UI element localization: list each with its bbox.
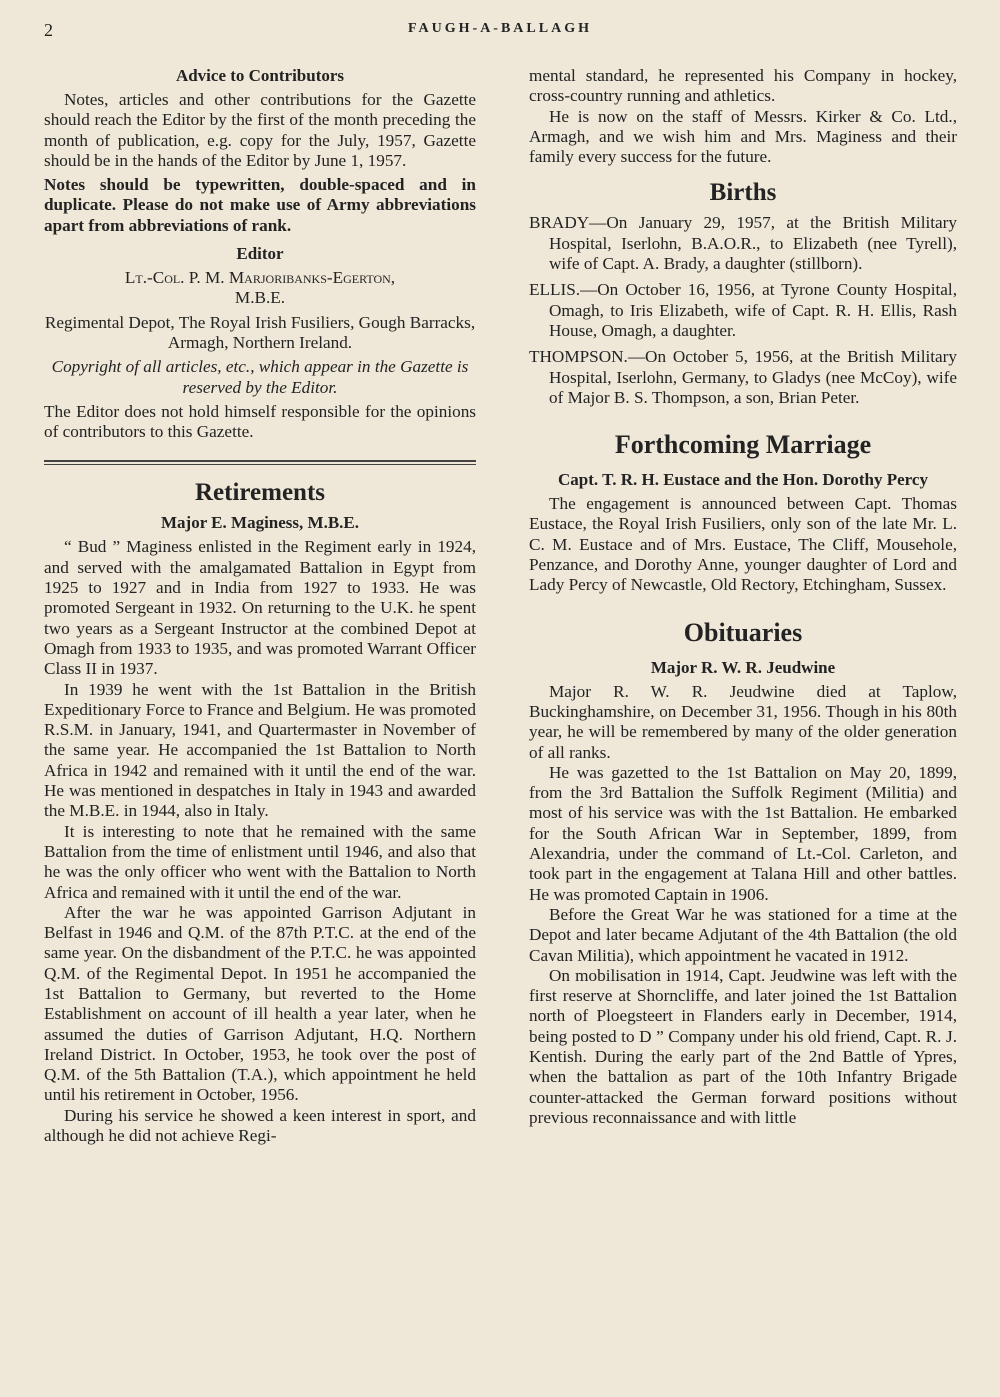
marriage-subtitle: Capt. T. R. H. Eustace and the Hon. Dorothy Percy: [558, 470, 928, 490]
obituary-paragraph: On mobilisation in 1914, Capt. Jeudwine was left with the first reserve at Shorncliffe, and later joined the 1st Battalion north of Ploegsteert in Flanders early in December, 1914, being posted to D ” Company under his old friend, Capt. R. J. Kentish. During the early part of the 2nd Battle of Ypres, when the battalion as part of the 10th Infantry Brigade counter-attacked the German forward positions without previous reconnaissance and with little: [529, 965, 957, 1127]
page-number: 2: [44, 20, 53, 40]
retirement-continuation: He is now on the staff of Messrs. Kirker & Co. Ltd., Armagh, and we wish him and Mrs. Maginess and their family every success for the future.: [529, 106, 957, 167]
marriage-title: Forthcoming Marriage: [614, 430, 872, 460]
section-divider: [44, 460, 476, 465]
retirements-subtitle: Major E. Maginess, M.B.E.: [160, 513, 359, 533]
right-column: [529, 66, 957, 1128]
running-head: FAUGH-A-BALLAGH: [408, 21, 592, 36]
obituaries-title: Obituaries: [683, 617, 803, 647]
obituary-paragraph: Major R. W. R. Jeudwine died at Taplow, Buckinghamshire, on December 31, 1956. Though in his 80th year, he will be remembered by many of the older generation of all ranks.: [529, 681, 957, 762]
marriage-paragraph: The engagement is announced between Capt. Thomas Eustace, the Royal Irish Fusiliers, only son of the late Mr. L. C. M. Eustace and of Mrs. Eustace, The Cliff, Mousehole, Penzance, and Dorothy Anne, younger daughter of Lord and Lady Percy of Newcastle, Old Rectory, Etchingham, Sussex.: [529, 494, 957, 595]
birth-entry: THOMPSON.—On October 5, 1956, at the British Military Hospital, Iserlohn, Germany, to Gladys (nee McCoy), wife of Major B. S. Thompson, a son, Brian Peter.: [529, 347, 957, 407]
editor-name: Lt.-Col. P. M. Marjoribanks-Egerton,: [124, 268, 396, 288]
birth-entry: ELLIS.—On October 16, 1956, at Tyrone County Hospital, Omagh, to Iris Elizabeth, wife of Capt. R. H. Ellis, Rash House, Omagh, a daughter.: [529, 280, 957, 340]
retirement-paragraph: During his service he showed a keen interest in sport, and although he did not achieve Regi-: [44, 1105, 476, 1146]
retirement-paragraph: After the war he was appointed Garrison Adjutant in Belfast in 1946 and Q.M. of the 87th P.T.C. at the end of the same year. On the disbandment of the P.T.C. he was appointed Q.M. of the Regimental Depot. In 1951 he accompanied the 1st Battalion to Germany, but reverted to the Home Establishment on account of ill health a year later, when he assumed the duties of Garrison Adjutant, H.Q. Northern Ireland District. In October, 1953, he took over the post of Q.M. of the 5th Battalion (T.A.), which appointment he held until his retirement in October, 1956.: [44, 902, 476, 1105]
copyright-notice: Copyright of all articles, etc., which appear in the Gazette is reserved by the Editor.: [51, 357, 469, 397]
editor-label: Editor: [236, 244, 284, 264]
advice-paragraph: Notes, articles and other contributions for the Gazette should reach the Editor by the first of the month preceding the month of publication, e.g. copy for the July, 1957, Gazette should be in the hands of the Editor by June 1, 1957.: [44, 90, 476, 170]
births-title: Births: [709, 179, 777, 207]
advice-instructions: Notes should be typewritten, double-spaced and in duplicate. Please do not make use of Army abbreviations apart from abbreviations of rank.: [44, 175, 476, 235]
obituary-paragraph: Before the Great War he was stationed for a time at the Depot and later became Adjutant of the 4th Battalion (the old Cavan Militia), which appointment he vacated in 1912.: [529, 904, 957, 965]
obituary-paragraph: He was gazetted to the 1st Battalion on May 20, 1899, from the 3rd Battalion the Suffolk Regiment (Militia) and most of his service was with the 1st Battalion. He embarked for the South African War in September, 1899, from Alexandria, under the command of Lt.-Col. Carleton, and took part in the engagement at Talana Hill and other battles. He was promoted Captain in 1906.: [529, 762, 957, 904]
retirements-title: Retirements: [194, 479, 326, 507]
retirement-paragraph: It is interesting to note that he remained with the same Battalion from the time of enlistment until 1946, and also that he was the only officer who went with the Battalion to North Africa and remained with it until the end of the war.: [44, 821, 476, 902]
retirement-continuation: mental standard, he represented his Company in hockey, cross-country running and athletics.: [529, 66, 957, 106]
editor-disclaimer: The Editor does not hold himself responsible for the opinions of contributors to this Gazette.: [44, 401, 476, 442]
obituaries-subtitle: Major R. W. R. Jeudwine: [650, 657, 836, 677]
left-column: [44, 66, 476, 1146]
retirement-paragraph: In 1939 he went with the 1st Battalion in the British Expeditionary Force to France and Belgium. He was promoted R.S.M. in January, 1941, and Quartermaster in November of the same year. He accompanied the 1st Battalion to North Africa in 1942 and remained with it until the end of the war. He was mentioned in despatches in Italy in 1943 and awarded the M.B.E. in 1944, also in Italy.: [44, 679, 476, 821]
birth-entry: BRADY—On January 29, 1957, at the British Military Hospital, Iserlohn, B.A.O.R., to Elizabeth (nee Tyrell), wife of Capt. A. Brady, a daughter (stillborn).: [529, 213, 957, 274]
retirement-paragraph: “ Bud ” Maginess enlisted in the Regiment early in 1924, and served with the amalgamated Battalion in Egypt from 1925 to 1927 and in India from 1927 to 1933. He was promoted Sergeant in 1932. On returning to the U.K. he spent two years as a Sergeant Instructor at the combined Depot at Omagh from 1933 to 1935, and was promoted Warrant Officer Class II in 1937.: [44, 537, 476, 679]
advice-title: Advice to Contributors: [175, 66, 345, 85]
editor-address: Regimental Depot, The Royal Irish Fusiliers, Gough Barracks, Armagh, Northern Ireland.: [44, 312, 476, 352]
editor-honours: M.B.E.: [234, 288, 286, 308]
